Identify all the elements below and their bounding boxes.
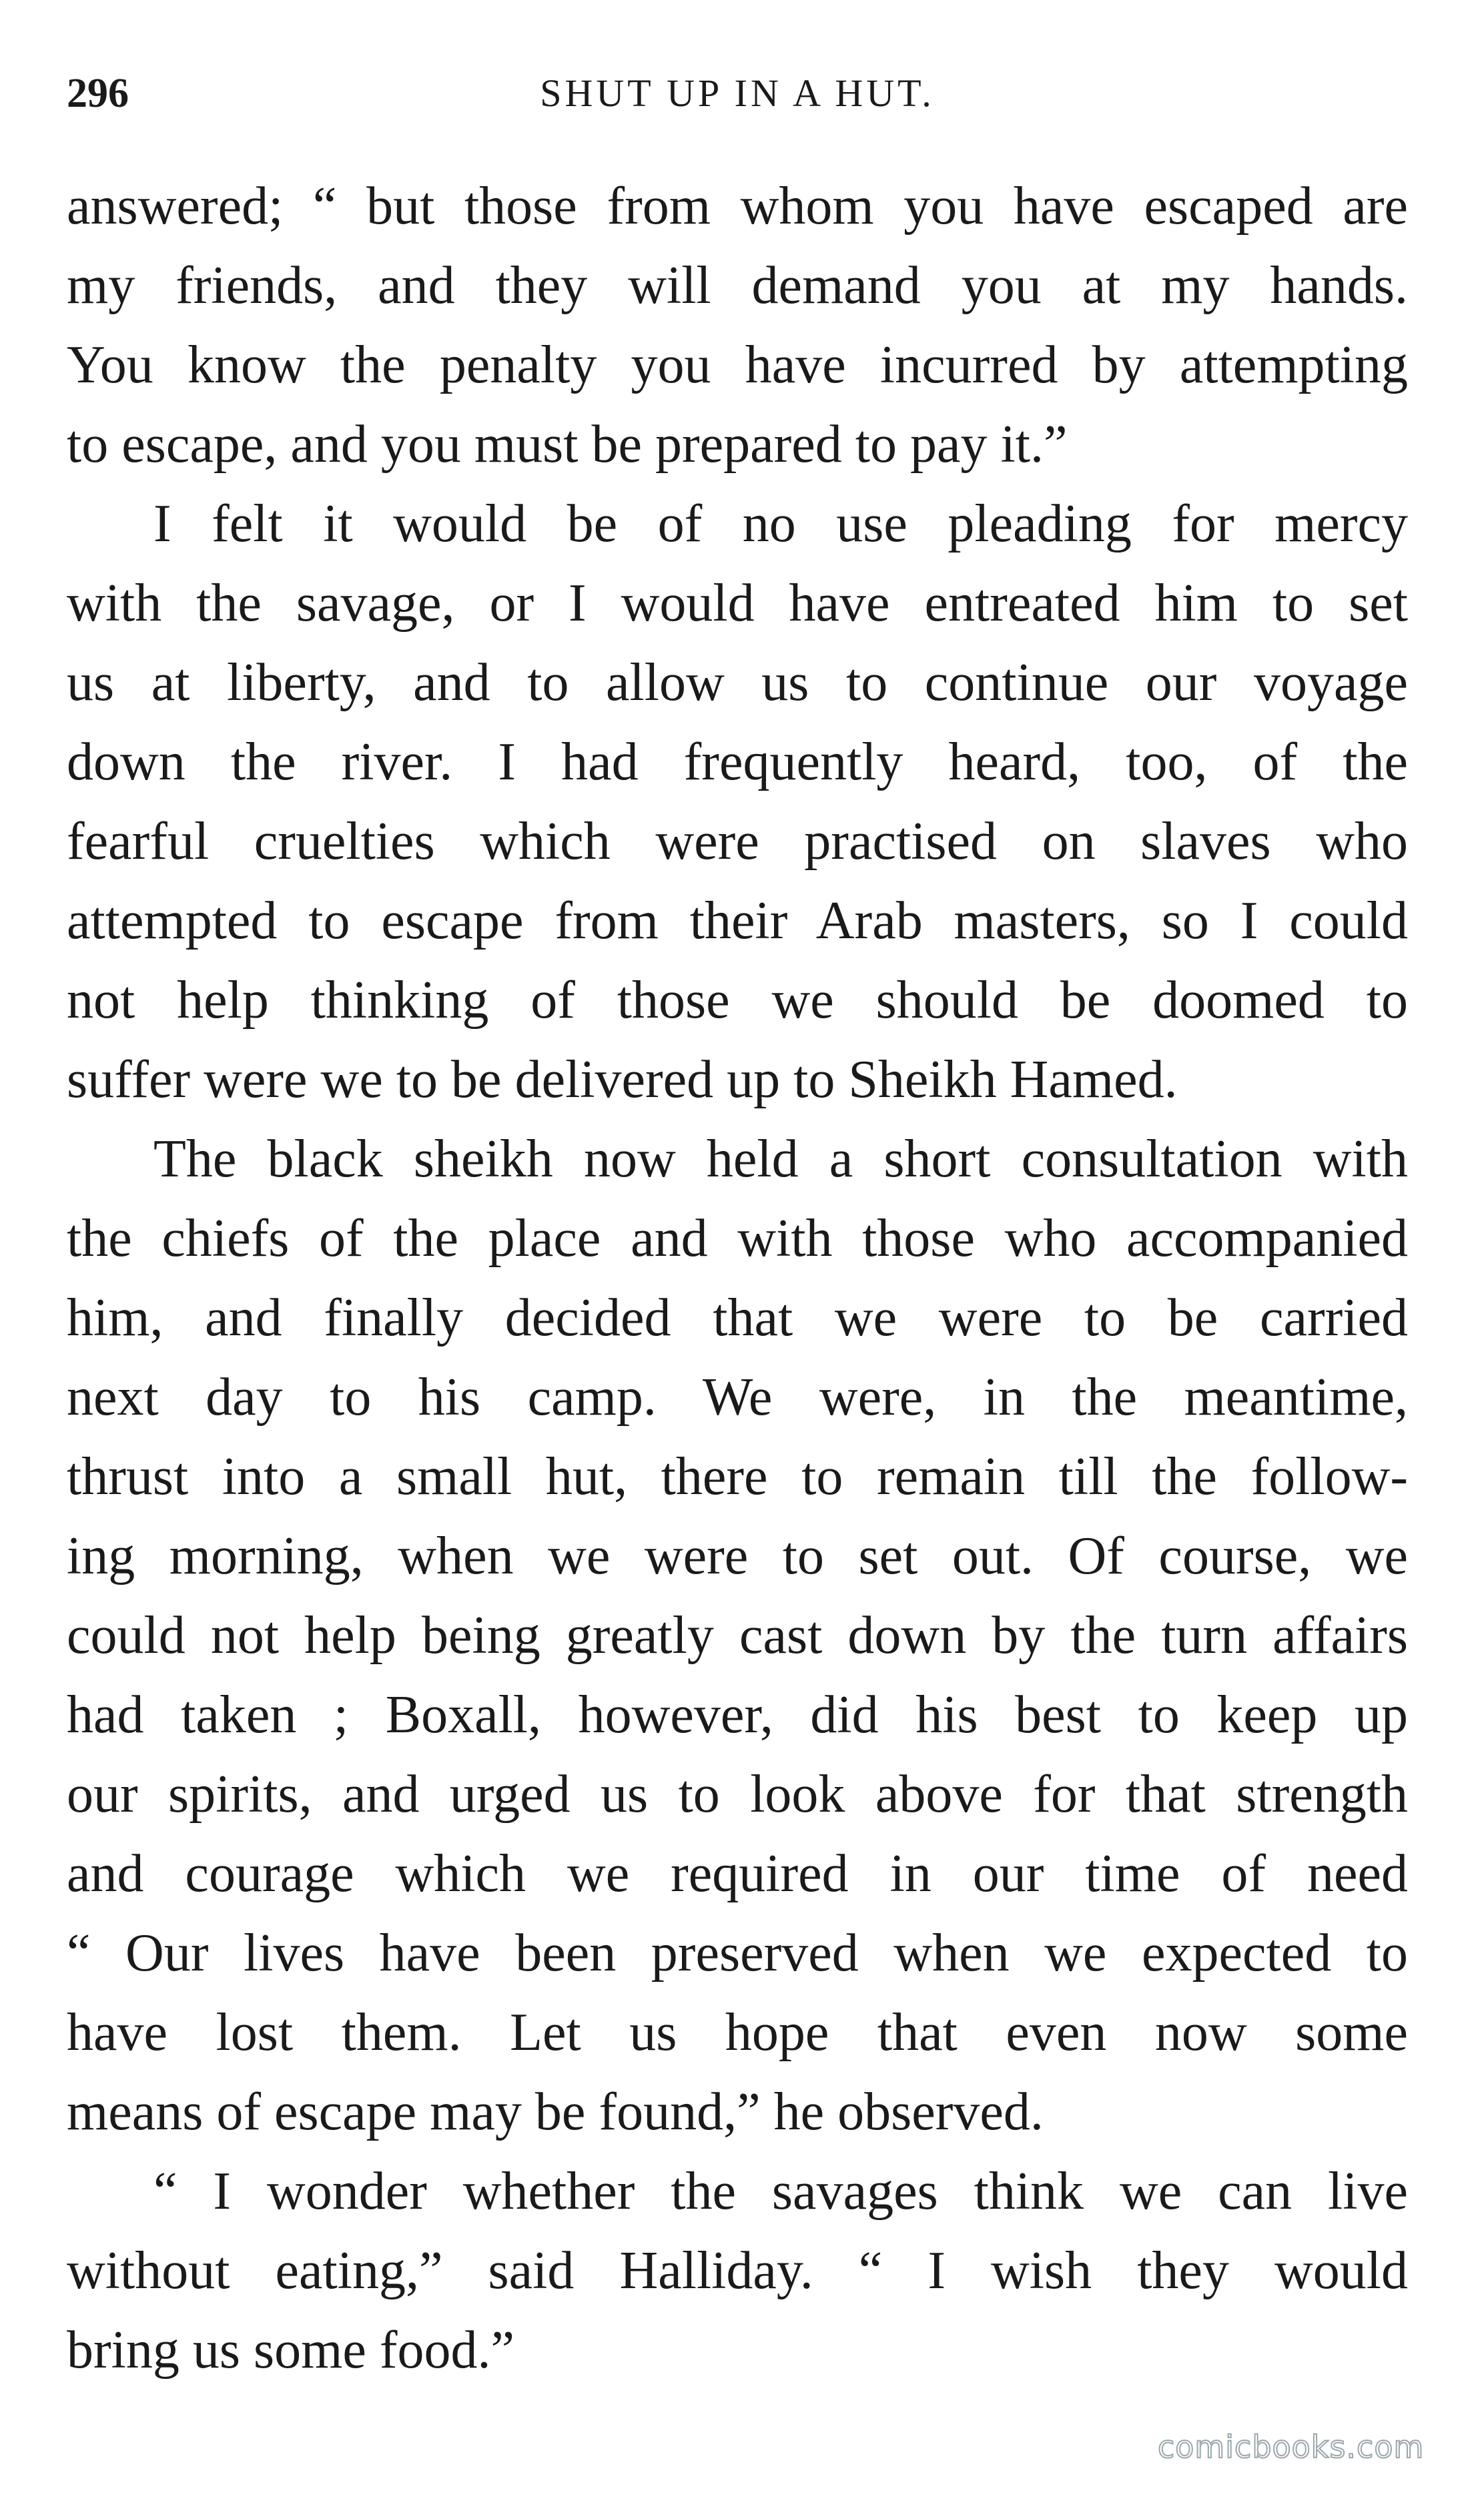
text-line: next day to his camp. We were, in the meantime, [67,1368,1408,1427]
text-line: us at liberty, and to allow us to continue our voyage [67,653,1408,712]
text-line: him, and finally decided that we were to be carried [67,1289,1408,1347]
text-line: bring us some food.” [67,2321,515,2380]
text-line: have lost them. Let us hope that even now some [67,2003,1408,2062]
watermark-logo: comicbooks.com [1158,2429,1425,2465]
text-line: down the river. I had frequently heard, too, of the [67,733,1408,791]
text-line: suffer were we to be delivered up to Sheikh Hamed. [67,1050,1178,1109]
paragraph-start-line: “ I wonder whether the savages think we can live [153,2162,1408,2221]
text-line: to escape, and you must be prepared to pay it.” [67,415,1068,474]
paragraph-start-line: The black sheikh now held a short consultation with [153,1130,1408,1188]
text-line: fearful cruelties which were practised on slaves who [67,812,1408,871]
body-text [67,167,1408,2390]
text-line: our spirits, and urged us to look above for that strength [67,1765,1408,1824]
text-line: “ Our lives have been preserved when we expected to [67,1924,1408,1983]
text-line: my friends, and they will demand you at my hands. [67,256,1408,315]
text-line: had taken ; Boxall, however, did his best to keep up [67,1686,1408,1744]
running-title: SHUT UP IN A HUT. [540,71,935,115]
text-line: without eating,” said Halliday. “ I wish they would [67,2241,1408,2300]
text-line: with the savage, or I would have entreated him to set [67,574,1408,633]
text-line: You know the penalty you have incurred by attempting [67,336,1408,394]
text-line: the chiefs of the place and with those who accompanied [67,1209,1408,1268]
text-line: thrust into a small hut, there to remain till the follow- [67,1447,1408,1506]
running-head [67,67,1408,120]
text-line: not help thinking of those we should be doomed to [67,971,1408,1030]
text-line: and courage which we required in our time of need [67,1844,1408,1903]
text-line: attempted to escape from their Arab masters, so I could [67,891,1408,950]
page-number: 296 [67,71,129,116]
text-line: ing morning, when we were to set out. Of course, we [67,1527,1408,1585]
paragraph-start-line: I felt it would be of no use pleading for mercy [153,494,1408,553]
text-line: answered; “ but those from whom you have escaped are [67,177,1408,236]
text-line: means of escape may be found,” he observed. [67,2083,1044,2141]
text-line: could not help being greatly cast down by the turn affairs [67,1606,1408,1665]
